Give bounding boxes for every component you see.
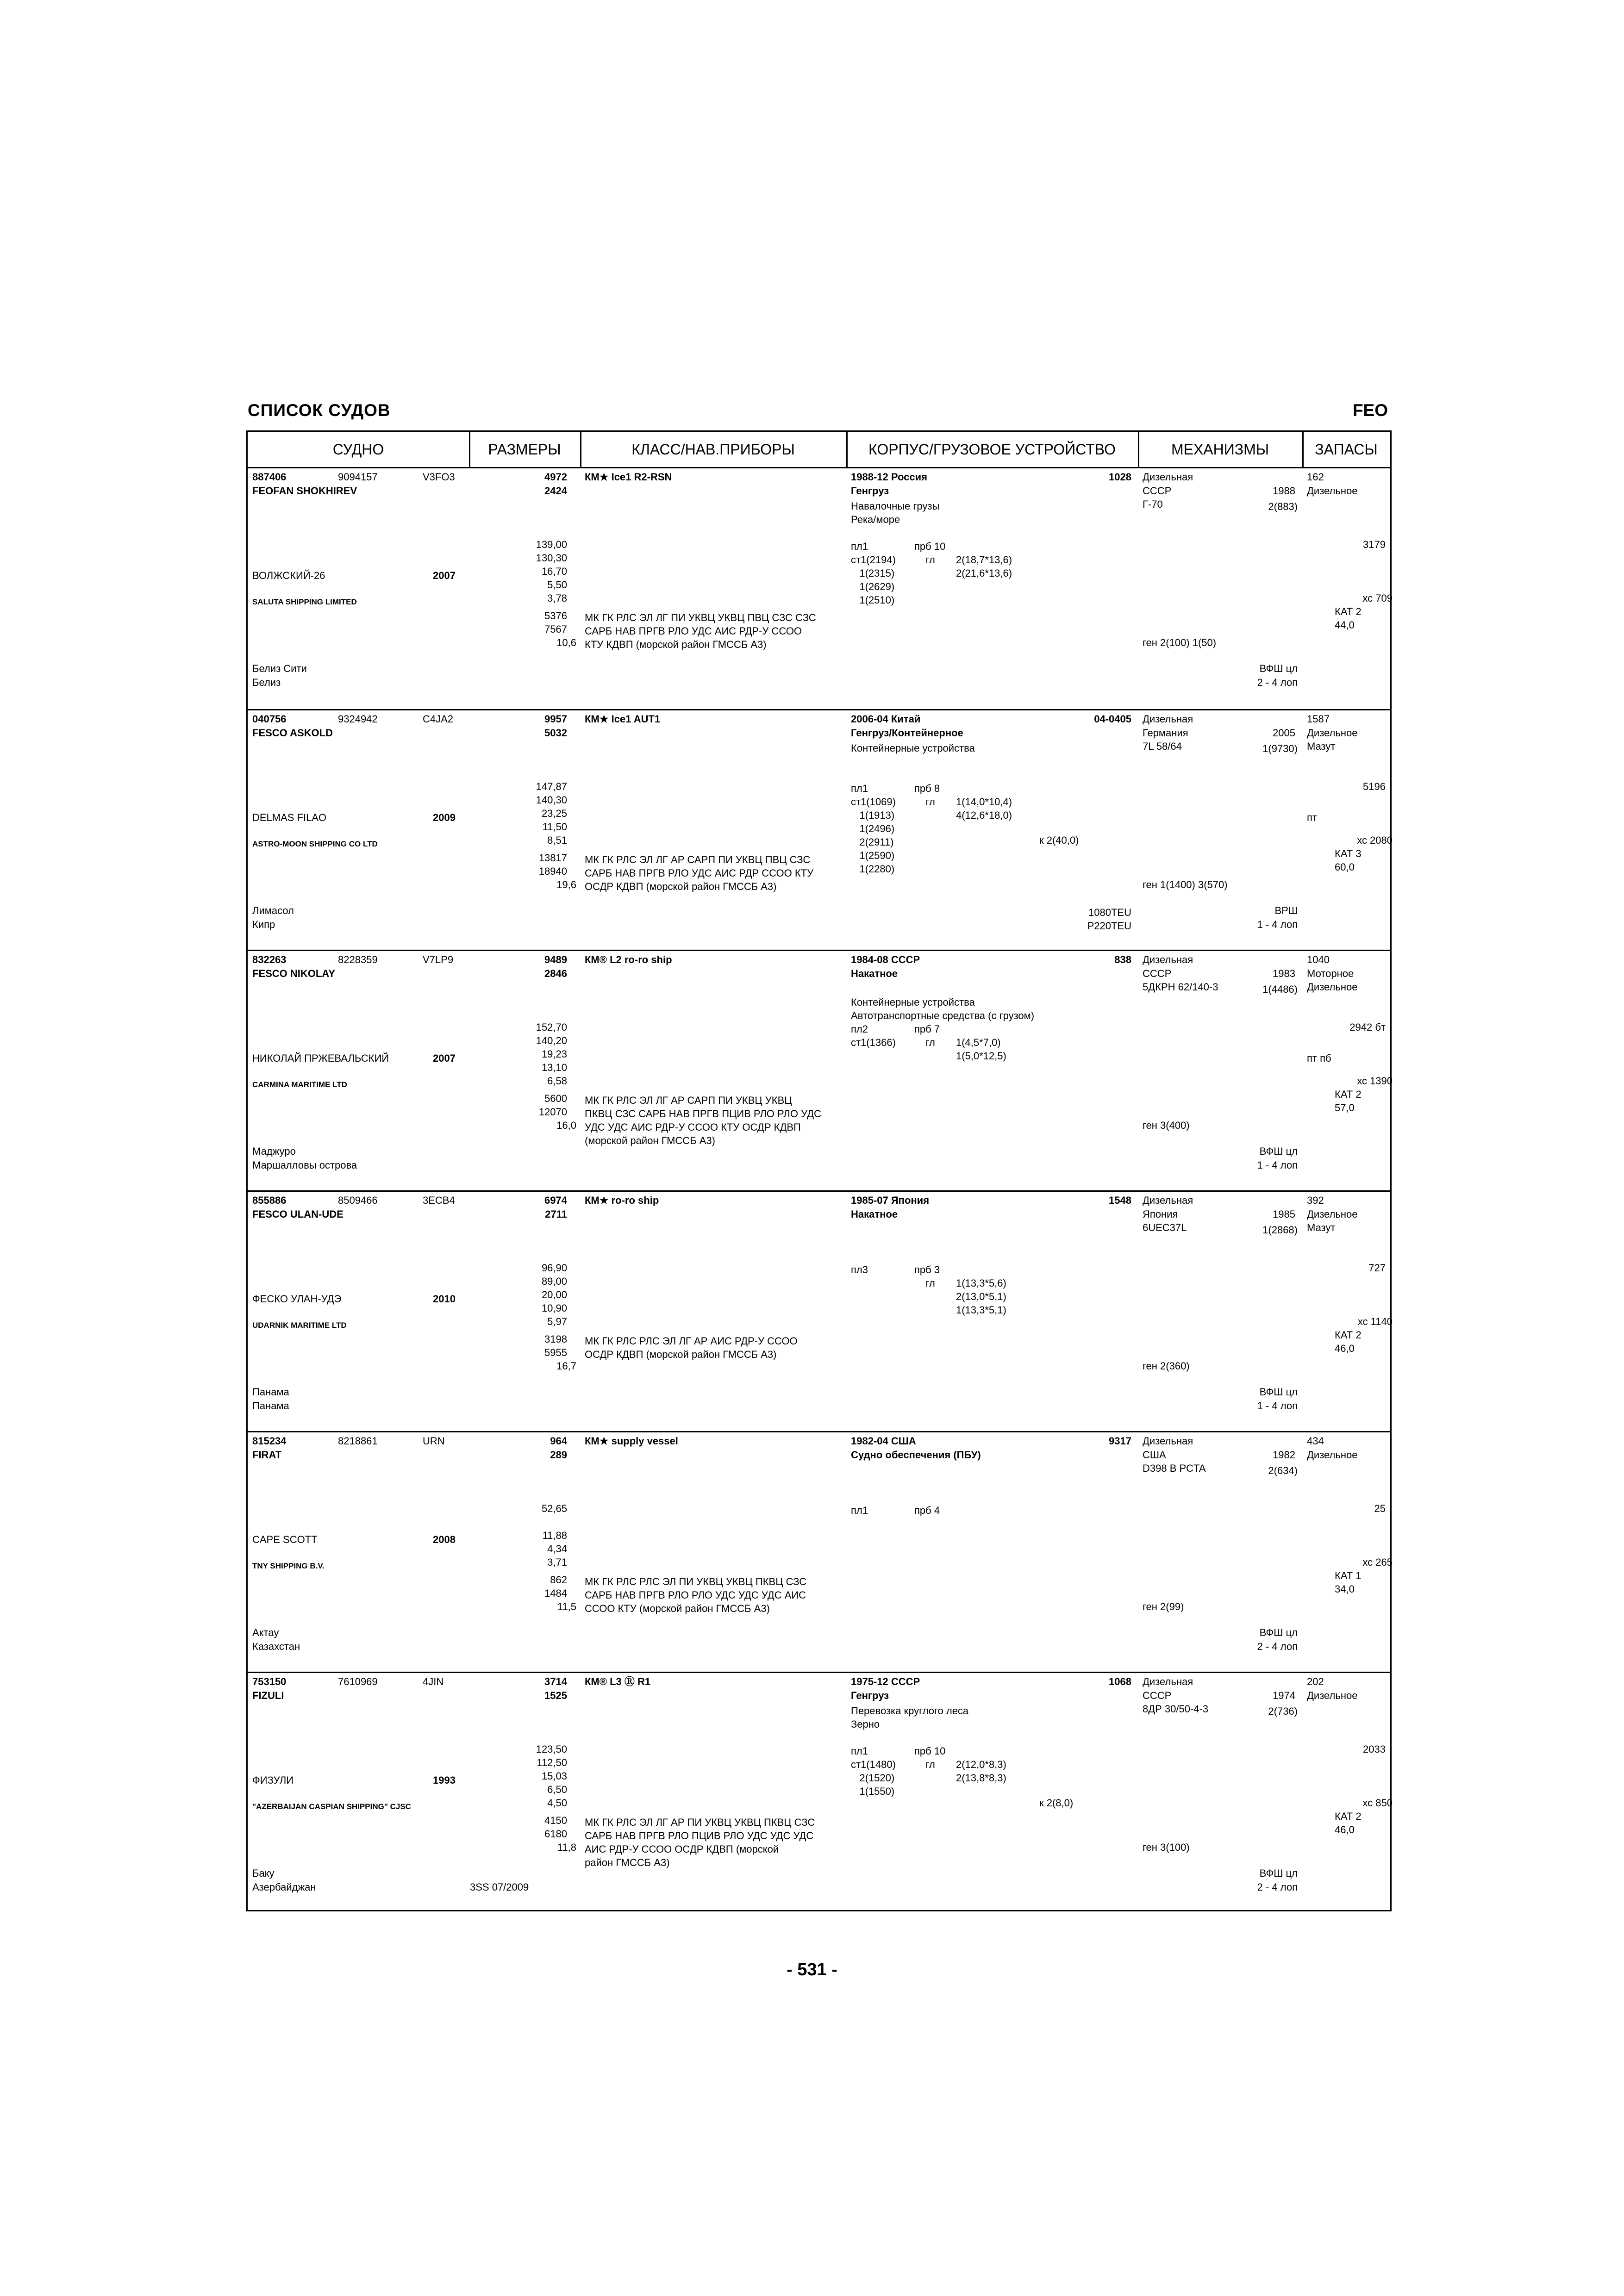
owner-name: UDARNIK MARITIME LTD [252, 1321, 347, 1330]
deadweight-value: 13817 [538, 852, 567, 864]
dimension-value: 140,30 [536, 794, 567, 806]
hull-description: Контейнерные устройства Автотранспортные средства (с грузом) [851, 996, 1035, 1021]
build-date-country: 1975-12 СССР [851, 1676, 920, 1687]
header-stores: ЗАПАСЫ [1315, 441, 1378, 458]
hull-type: Генгруз/Контейнерное [851, 727, 963, 739]
dimension-value: 3,78 [547, 592, 567, 604]
dimension-value: 152,70 [536, 1021, 567, 1033]
propeller-blades: 2 - 4 лоп [1257, 1641, 1298, 1652]
entry-note: 3SS 07/2009 [470, 1881, 529, 1893]
imo-number: 7610969 [338, 1676, 378, 1687]
net-tonnage: 2846 [544, 968, 567, 979]
hull-description: Навалочные грузы Река/море [851, 500, 940, 525]
dimension-value: 5,50 [547, 579, 567, 591]
hull-number: 838 [1114, 954, 1131, 965]
propeller-blades: 2 - 4 лоп [1257, 1881, 1298, 1893]
call-sign: V7LP9 [423, 954, 454, 965]
dimension-value: 15,03 [541, 1770, 567, 1782]
flag-state: Азербайджан [252, 1881, 316, 1893]
header-machinery: МЕХАНИЗМЫ [1171, 441, 1269, 458]
engine-model: D398 B PCTA [1143, 1462, 1206, 1474]
dimension-value: 96,90 [541, 1262, 567, 1274]
dimension-value: 11,88 [542, 1530, 567, 1541]
speed-value: 19,6 [556, 879, 576, 890]
fuel-type: Дизельное [1307, 727, 1358, 739]
deadweight-value: 5376 [544, 610, 567, 622]
vessel-name: FEOFAN SHOKHIREV [252, 485, 357, 497]
engine-year: 1985 [1273, 1208, 1295, 1220]
vessel-name: FESCO ASKOLD [252, 727, 333, 739]
engine-type: Дизельная [1143, 1435, 1193, 1447]
capacity-value: 3179 [1363, 539, 1386, 550]
lifeboat-category: КАТ 1 [1335, 1570, 1362, 1581]
class-notation: КМ★ ro-ro ship [585, 1195, 659, 1206]
capacity-value: 25 [1374, 1503, 1386, 1514]
port-of-registry: Панама [252, 1386, 289, 1398]
hull-number: 1028 [1109, 471, 1131, 483]
fuel-stock: 1587 [1307, 713, 1330, 725]
column-divider [1138, 432, 1139, 468]
capacity-note: пт [1307, 812, 1317, 823]
imo-number: 9324942 [338, 713, 378, 725]
former-name: DELMAS FILAO [252, 812, 327, 823]
dimension-value: 10,90 [541, 1302, 567, 1314]
former-name: ВОЛЖСКИЙ-26 [252, 570, 325, 581]
build-date-country: 1984-08 СССР [851, 954, 920, 965]
ship-entry [248, 1431, 1393, 1673]
header-hull-cargo: КОРПУС/ГРУЗОВОЕ УСТРОЙСТВО [868, 441, 1116, 458]
holds-list: прб 3 гл [914, 1264, 940, 1289]
page-code: FEO [1352, 401, 1388, 420]
gross-tonnage: 964 [550, 1435, 567, 1447]
propeller-blades: 1 - 4 лоп [1257, 1159, 1298, 1171]
generators: ген 3(100) [1143, 1842, 1190, 1853]
owner-name: ASTRO-MOON SHIPPING CO LTD [252, 840, 378, 848]
hatches-list: 2(18,7*13,6) 2(21,6*13,6) [956, 554, 1012, 579]
speed-value: 11,5 [557, 1601, 576, 1612]
column-divider [469, 432, 470, 468]
page-title: СПИСОК СУДОВ [248, 401, 391, 420]
page-number: - 531 - [787, 1960, 837, 1979]
former-name-year: 1993 [433, 1774, 456, 1786]
vessel-name: FIRAT [252, 1449, 282, 1461]
call-sign: V3FO3 [423, 471, 455, 483]
engine-country: Германия [1143, 727, 1188, 739]
deadweight-value: 5955 [544, 1347, 567, 1358]
former-name-year: 2007 [433, 570, 456, 581]
dimension-value: 112,50 [537, 1757, 567, 1768]
hatches-list: 2(12,0*8,3) 2(13,8*8,3) [956, 1759, 1006, 1784]
engine-type: Дизельная [1143, 1195, 1193, 1206]
header-vessel: СУДНО [332, 441, 384, 458]
dimension-value: 11,50 [542, 821, 567, 833]
ship-entry [248, 709, 1393, 951]
dimension-value: 4,34 [547, 1543, 567, 1555]
nav-equipment: МК ГК РЛС ЭЛ ЛГ АР САРП ПИ УКВЦ ПВЦ СЗС САРБ НАВ ПРГВ РЛО УДС АИС РДР ССОО КТУ ОСДР КДВП (морской район ГМССБ А3) [585, 854, 814, 892]
gross-tonnage: 3714 [544, 1676, 567, 1687]
column-divider [846, 432, 848, 468]
fuel-stock: 202 [1307, 1676, 1324, 1687]
propeller-blades: 1 - 4 лоп [1257, 919, 1298, 930]
fuel-type-secondary: Дизельное [1307, 981, 1358, 993]
fuel-type: Дизельное [1307, 1449, 1358, 1461]
decks-list: пл1 [851, 1505, 868, 1516]
propeller-type: ВФШ цл [1259, 1867, 1298, 1879]
nav-equipment: МК ГК РЛС ЭЛ ЛГ АР САРП ПИ УКВЦ УКВЦ ПКВЦ СЗС САРБ НАВ ПРГВ ПЦИВ РЛО РЛО УДС УДС УДС АИС РДР-У ССОО КТУ ОСДР КДВП (морской район ГМССБ А3) [585, 1095, 821, 1146]
lifeboat-category: КАТ 2 [1335, 606, 1362, 617]
owner-name: TNY SHIPPING B.V. [252, 1562, 325, 1570]
capacity-value: 727 [1368, 1262, 1386, 1274]
fuel-stock: 392 [1307, 1195, 1324, 1206]
propeller-type: ВФШ цл [1259, 663, 1298, 674]
owner-name: "AZERBAIJAN CASPIAN SHIPPING" CJSC [252, 1802, 411, 1811]
generators: ген 2(360) [1143, 1360, 1190, 1372]
engine-year: 2005 [1273, 727, 1295, 739]
vessel-name: FESCO ULAN-UDE [252, 1208, 344, 1220]
hull-description: Перевозка круглого леса Зерно [851, 1705, 969, 1730]
column-divider [580, 432, 581, 468]
gross-tonnage: 9489 [544, 954, 567, 965]
vessel-name: FIZULI [252, 1690, 284, 1701]
propeller-type: ВРШ [1274, 905, 1298, 916]
former-name: ФИЗУЛИ [252, 1774, 294, 1786]
call-sign: URN [423, 1435, 445, 1447]
fuel-type: Дизельное [1307, 1690, 1358, 1701]
imo-number: 9094157 [338, 471, 378, 483]
hatches-list: 1(4,5*7,0) 1(5,0*12,5) [956, 1037, 1006, 1062]
flag-state: Казахстан [252, 1641, 300, 1652]
class-notation: КМ★ supply vessel [585, 1435, 678, 1447]
cold-storage: хс 709 [1362, 592, 1393, 604]
net-tonnage: 5032 [544, 727, 567, 739]
fuel-type: Моторное [1307, 968, 1354, 979]
owner-name: SALUTA SHIPPING LIMITED [252, 597, 357, 606]
dimension-value: 4,50 [547, 1797, 567, 1809]
cold-storage: хс 2080 [1357, 834, 1393, 846]
propeller-type: ВФШ цл [1259, 1145, 1298, 1157]
nav-equipment: МК ГК РЛС РЛС ЭЛ ЛГ АР АИС РДР-У ССОО ОСДР КДВП (морской район ГМССБ А3) [585, 1335, 798, 1360]
hull-number: 04-0405 [1094, 713, 1131, 725]
fuel-type: Дизельное [1307, 1208, 1358, 1220]
dimension-value: 19,23 [541, 1048, 567, 1060]
fuel-type-secondary: Мазут [1307, 740, 1336, 752]
vessel-name: FESCO NIKOLAY [252, 968, 335, 979]
imo-number: 8218861 [338, 1435, 378, 1447]
port-of-registry: Маджуро [252, 1145, 296, 1157]
flag-state: Маршалловы острова [252, 1159, 357, 1171]
engine-model: 5ДКРН 62/140-3 [1143, 981, 1218, 993]
decks-list: пл1 ст1(1069) 1(1913) 1(2496) 2(2911) 1(2590) 1(2280) [851, 783, 896, 875]
nav-equipment: МК ГК РЛС РЛС ЭЛ ПИ УКВЦ УКВЦ ПКВЦ СЗС САРБ НАВ ПРГВ РЛО РЛО УДС УДС УДС АИС ССОО КТУ (морской район ГМССБ А3) [585, 1576, 807, 1614]
engine-country: США [1143, 1449, 1166, 1461]
engine-country: СССР [1143, 485, 1172, 497]
lifeboat-category: КАТ 2 [1335, 1089, 1362, 1100]
owner-name: CARMINA MARITIME LTD [252, 1080, 347, 1089]
speed-value: 10,6 [556, 637, 576, 648]
build-date-country: 1982-04 США [851, 1435, 916, 1447]
holds-list: прб 4 [914, 1505, 940, 1516]
engine-year: 1983 [1273, 968, 1295, 979]
call-sign: 4JIN [423, 1676, 444, 1687]
former-name: НИКОЛАЙ ПРЖЕВАЛЬСКИЙ [252, 1052, 389, 1064]
deadweight-value: 6180 [544, 1828, 567, 1840]
port-of-registry: Баку [252, 1867, 275, 1879]
net-tonnage: 1525 [544, 1690, 567, 1701]
former-name: ФЕСКО УЛАН-УДЭ [252, 1293, 342, 1305]
engine-power: 2(634) [1268, 1465, 1298, 1476]
speed-value: 11,8 [557, 1842, 576, 1853]
dimension-value: 5,97 [547, 1316, 567, 1327]
register-number: 040756 [252, 713, 287, 725]
engine-year: 1982 [1273, 1449, 1295, 1461]
port-of-registry: Актау [252, 1627, 279, 1638]
column-divider [1302, 432, 1304, 468]
class-notation: КМ★ Ice1 R2-RSN [585, 471, 672, 483]
dimension-value: 52,65 [541, 1503, 567, 1514]
speed-value: 16,7 [556, 1360, 576, 1372]
crane-value: к 2(40,0) [1039, 834, 1079, 846]
speed-value: 16,0 [556, 1120, 576, 1131]
engine-country: Япония [1143, 1208, 1178, 1220]
class-notation: КМ® L2 ro-ro ship [585, 954, 672, 965]
capacity-note: пт пб [1307, 1052, 1331, 1064]
lifeboat-category: КАТ 2 [1335, 1329, 1362, 1341]
header-class-nav: КЛАСС/НАВ.ПРИБОРЫ [631, 441, 795, 458]
deadweight-value: 7567 [544, 623, 567, 635]
engine-year: 1974 [1273, 1690, 1295, 1701]
lifeboat-value: 46,0 [1335, 1824, 1355, 1836]
ship-entry [248, 468, 1393, 709]
call-sign: C4JA2 [423, 713, 454, 725]
fuel-stock: 162 [1307, 471, 1324, 483]
imo-number: 8228359 [338, 954, 378, 965]
lifeboat-value: 34,0 [1335, 1583, 1355, 1595]
former-name: CAPE SCOTT [252, 1534, 318, 1545]
engine-country: СССР [1143, 1690, 1172, 1701]
engine-power: 1(2868) [1262, 1224, 1298, 1236]
hatches-list: 1(14,0*10,4) 4(12,6*18,0) [956, 796, 1012, 821]
decks-list: пл2 ст1(1366) [851, 1023, 896, 1048]
gross-tonnage: 6974 [544, 1195, 567, 1206]
former-name-year: 2010 [433, 1293, 456, 1305]
capacity-value: 2942 бт [1349, 1021, 1386, 1033]
engine-type: Дизельная [1143, 1676, 1193, 1687]
fuel-stock: 1040 [1307, 954, 1330, 965]
engine-model: 7L 58/64 [1143, 740, 1182, 752]
generators: ген 3(400) [1143, 1120, 1190, 1131]
deadweight-value: 4150 [544, 1815, 567, 1826]
gross-tonnage: 4972 [544, 471, 567, 483]
lifeboat-value: 44,0 [1335, 619, 1355, 631]
dimension-value: 139,00 [536, 539, 567, 550]
hull-type: Судно обеспечения (ПБУ) [851, 1449, 981, 1461]
flag-state: Белиз [252, 677, 281, 688]
dimension-value: 147,87 [536, 781, 567, 792]
class-notation: КМ★ Ice1 AUT1 [585, 713, 661, 725]
register-number: 855886 [252, 1195, 287, 1206]
dimension-value: 130,30 [536, 552, 567, 564]
dimension-value: 3,71 [547, 1556, 567, 1568]
generators: ген 2(99) [1143, 1601, 1184, 1612]
holds-list: прб 10 гл [914, 1745, 946, 1770]
cold-storage: хс 1140 [1357, 1316, 1393, 1327]
build-date-country: 1985-07 Япония [851, 1195, 930, 1206]
engine-type: Дизельная [1143, 954, 1193, 965]
lifeboat-category: КАТ 3 [1335, 848, 1362, 859]
hull-number: 9317 [1109, 1435, 1131, 1447]
propeller-blades: 1 - 4 лоп [1257, 1400, 1298, 1412]
call-sign: 3ECB4 [423, 1195, 455, 1206]
deadweight-value: 1484 [544, 1587, 567, 1599]
engine-power: 1(4486) [1262, 983, 1298, 995]
fuel-stock: 434 [1307, 1435, 1324, 1447]
former-name-year: 2009 [433, 812, 456, 823]
crane-value: к 2(8,0) [1039, 1797, 1074, 1809]
register-number: 753150 [252, 1676, 287, 1687]
hull-type: Генгруз [851, 485, 889, 497]
engine-year: 1988 [1273, 485, 1295, 497]
engine-model: 8ДР 30/50-4-3 [1143, 1703, 1209, 1715]
register-number: 832263 [252, 954, 287, 965]
gross-tonnage: 9957 [544, 713, 567, 725]
generators: ген 1(1400) 3(570) [1143, 879, 1228, 890]
capacity-value: 5196 [1363, 781, 1386, 792]
class-notation: КМ® L3 Ⓡ R1 [585, 1676, 651, 1687]
hull-type: Генгруз [851, 1690, 889, 1701]
holds-list: прб 7 гл [914, 1023, 940, 1048]
dimension-value: 6,58 [547, 1075, 567, 1087]
net-tonnage: 2424 [544, 485, 567, 497]
dimension-value: 6,50 [547, 1784, 567, 1795]
fuel-type: Дизельное [1307, 485, 1358, 497]
hull-number: 1068 [1109, 1676, 1131, 1687]
lifeboat-value: 60,0 [1335, 861, 1355, 873]
dimension-value: 89,00 [541, 1276, 567, 1287]
lifeboat-value: 57,0 [1335, 1102, 1355, 1114]
engine-model: Г-70 [1143, 498, 1163, 510]
decks-list: пл1 ст1(2194) 1(2315) 1(2629) 1(2510) [851, 541, 896, 606]
decks-list: пл1 ст1(1480) 2(1520) 1(1550) [851, 1745, 896, 1797]
dimension-value: 8,51 [547, 834, 567, 846]
engine-type: Дизельная [1143, 471, 1193, 483]
capacity-value: 2033 [1363, 1743, 1386, 1755]
hull-number: 1548 [1109, 1195, 1131, 1206]
nav-equipment: МК ГК РЛС ЭЛ ЛГ ПИ УКВЦ УКВЦ ПВЦ СЗС СЗС САРБ НАВ ПРГВ РЛО УДС АИС РДР-У ССОО КТУ КДВП (морской район ГМССБ А3) [585, 612, 816, 650]
cold-storage: хс 850 [1362, 1797, 1393, 1809]
engine-power: 1(9730) [1262, 743, 1298, 754]
lifeboat-category: КАТ 2 [1335, 1811, 1362, 1822]
nav-equipment: МК ГК РЛС ЭЛ ЛГ АР ПИ УКВЦ УКВЦ ПКВЦ СЗС САРБ НАВ ПРГВ РЛО ПЦИВ РЛО УДС УДС УДС АИС РДР-У ССОО ОСДР КДВП (морской район ГМССБ А3) [585, 1817, 815, 1868]
flag-state: Кипр [252, 919, 275, 930]
propeller-type: ВФШ цл [1259, 1386, 1298, 1398]
ship-entry [248, 950, 1393, 1192]
engine-type: Дизельная [1143, 713, 1193, 725]
engine-power: 2(736) [1268, 1705, 1298, 1717]
former-name-year: 2007 [433, 1052, 456, 1064]
net-tonnage: 289 [550, 1449, 567, 1461]
engine-model: 6UEC37L [1143, 1222, 1187, 1233]
deadweight-value: 5600 [544, 1093, 567, 1104]
register-number: 887406 [252, 471, 287, 483]
header-dimensions: РАЗМЕРЫ [488, 441, 561, 458]
dimension-value: 23,25 [541, 808, 567, 819]
dimension-value: 20,00 [541, 1289, 567, 1300]
dimension-value: 16,70 [541, 566, 567, 577]
container-capacity: 1080TEU P220TEU [1087, 907, 1131, 932]
lifeboat-value: 46,0 [1335, 1343, 1355, 1354]
cold-storage: хс 265 [1362, 1556, 1393, 1568]
hull-description: Контейнерные устройства [851, 742, 975, 754]
net-tonnage: 2711 [545, 1208, 567, 1220]
fuel-type-secondary: Мазут [1307, 1222, 1336, 1233]
engine-country: СССР [1143, 968, 1172, 979]
holds-list: прб 8 гл [914, 783, 940, 808]
decks-list: пл3 [851, 1264, 868, 1276]
deadweight-value: 862 [550, 1574, 567, 1586]
deadweight-value: 18940 [538, 865, 567, 877]
build-date-country: 1988-12 Россия [851, 471, 927, 483]
build-date-country: 2006-04 Китай [851, 713, 921, 725]
propeller-blades: 2 - 4 лоп [1257, 677, 1298, 688]
hull-type: Накатное [851, 968, 898, 979]
flag-state: Панама [252, 1400, 289, 1412]
former-name-year: 2008 [433, 1534, 456, 1545]
register-number: 815234 [252, 1435, 287, 1447]
deadweight-value: 12070 [538, 1106, 567, 1118]
ship-register-table [246, 430, 1392, 1911]
ship-entry [248, 1672, 1393, 1914]
imo-number: 8509466 [338, 1195, 378, 1206]
dimension-value: 123,50 [536, 1743, 567, 1755]
ship-entry [248, 1190, 1393, 1432]
hull-type: Накатное [851, 1208, 898, 1220]
port-of-registry: Лимасол [252, 905, 294, 916]
generators: ген 2(100) 1(50) [1143, 637, 1217, 648]
propeller-type: ВФШ цл [1259, 1627, 1298, 1638]
cold-storage: хс 1390 [1357, 1075, 1393, 1087]
deadweight-value: 3198 [544, 1333, 567, 1345]
hatches-list: 1(13,3*5,6) 2(13,0*5,1) 1(13,3*5,1) [956, 1277, 1006, 1316]
dimension-value: 13,10 [541, 1062, 567, 1073]
port-of-registry: Белиз Сити [252, 663, 307, 674]
engine-power: 2(883) [1268, 501, 1298, 512]
dimension-value: 140,20 [536, 1035, 567, 1046]
holds-list: прб 10 гл [914, 541, 946, 566]
